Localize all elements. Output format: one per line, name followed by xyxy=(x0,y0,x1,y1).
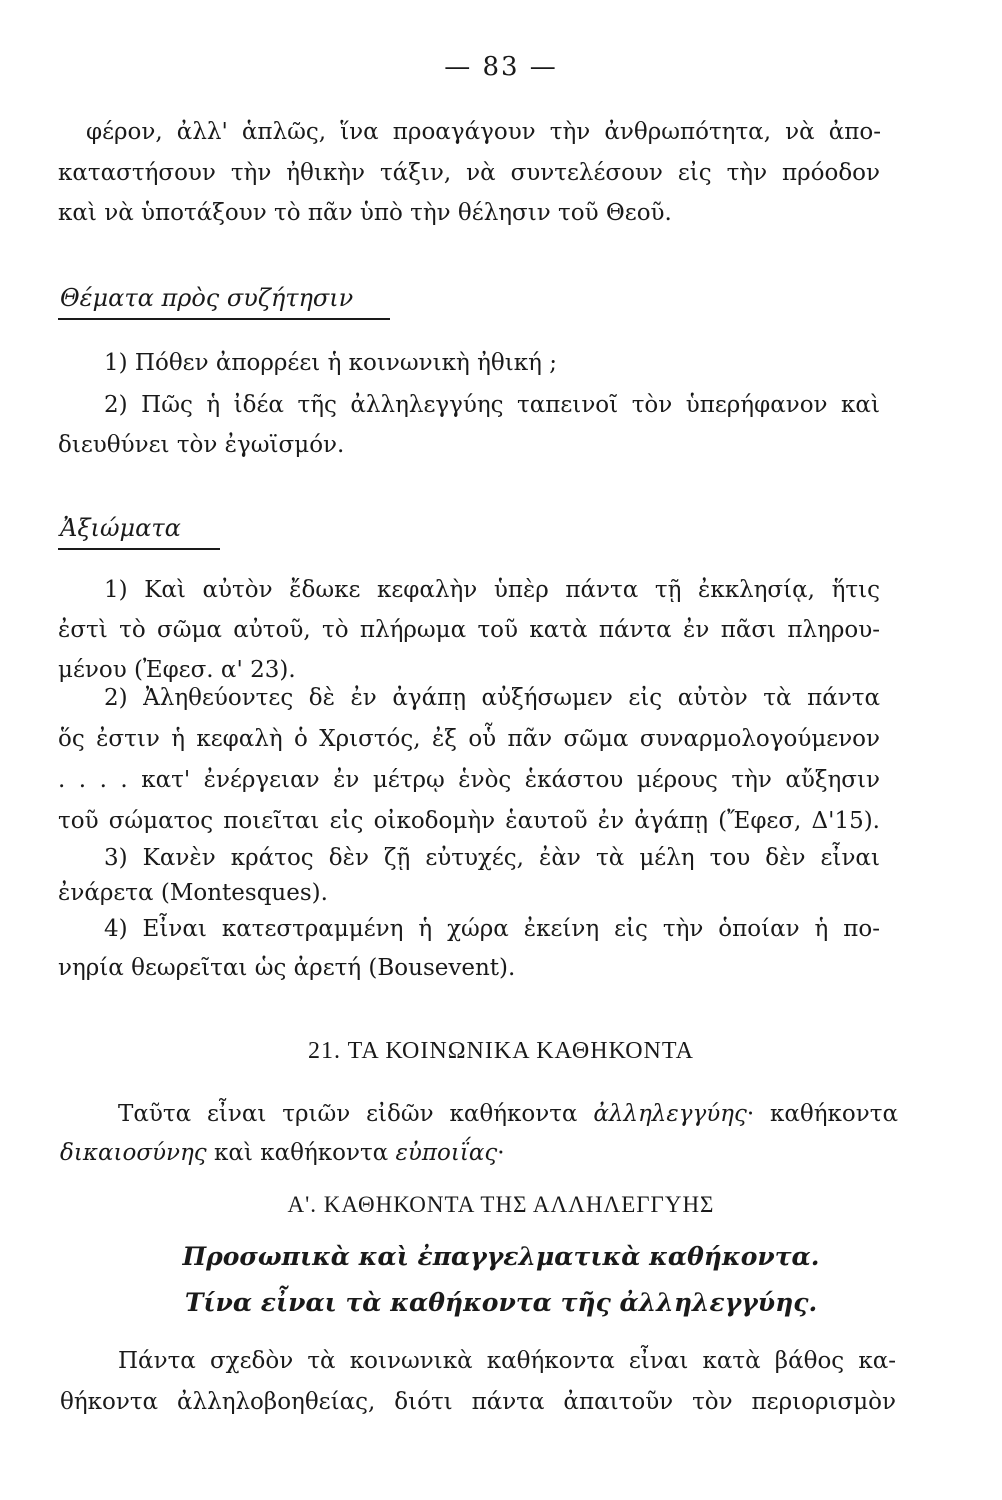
intro-line-3: καὶ νὰ ὑποτάξουν τὸ πᾶν ὑπὸ τὴν θέλησιν τοῦ Θεοῦ. xyxy=(58,200,672,226)
axiom-line-7: τοῦ σώματος ποιεῖται εἰς οἰκοδομὴν ἑαυτοῦ ἐν ἀγάπῃ (Ἔφεσ, Δ'15). xyxy=(58,808,880,834)
topic-item-2: 2) Πῶς ἡ ἰδέα τῆς ἀλληλεγγύης ταπεινοῖ τὸν ὑπερήφανον καὶ xyxy=(104,392,880,418)
subsection-line-1: Πάντα σχεδὸν τὰ κοινωνικὰ καθήκοντα εἶναι κατὰ βάθος κα- xyxy=(118,1348,896,1374)
axiom-line-2: ἐστὶ τὸ σῶμα αὐτοῦ, τὸ πλήρωμα τοῦ κατὰ πάντα ἐν πᾶσι πληρου- xyxy=(58,617,880,643)
section-intro-text-4: · xyxy=(497,1140,505,1166)
subsection-heading-1: Προσωπικὰ καὶ ἐπαγγελματικὰ καθήκοντα. xyxy=(182,1242,820,1271)
subsection-heading-2: Τίνα εἶναι τὰ καθήκοντα τῆς ἀλληλεγγύης. xyxy=(184,1288,818,1317)
axiom-line-9: ἐνάρετα (Montesques). xyxy=(58,880,328,906)
axiom-line-3: μένου (Ἐφεσ. α' 23). xyxy=(58,657,296,683)
topic-item-2-cont: διευθύνει τὸν ἐγωϊσμόν. xyxy=(58,432,345,458)
axiom-line-8: 3) Κανὲν κράτος δὲν ζῇ εὐτυχές, ἐὰν τὰ μέλη του δὲν εἶναι xyxy=(104,845,880,871)
subsection-title: Α'. ΚΑΘΗΚΟΝΤΑ ΤΗΣ ΑΛΛΗΛΕΓΓΥΗΣ xyxy=(287,1192,715,1217)
topics-heading-underline xyxy=(58,318,390,320)
axioms-heading-underline xyxy=(58,548,220,550)
page-number: — 83 — xyxy=(444,52,558,82)
subsection-line-2: θήκοντα ἀλληλοβοηθείας, διότι πάντα ἀπαιτοῦν τὸν περιορισμὸν xyxy=(60,1389,896,1415)
intro-line-1: φέρον, ἀλλ' ἁπλῶς, ἵνα προαγάγουν τὴν ἀνθρωπότητα, νὰ ἀπο- xyxy=(86,119,881,145)
section-intro-line-1 xyxy=(118,1099,898,1129)
section-intro-text: Ταῦτα εἶναι τριῶν εἰδῶν καθήκοντα xyxy=(118,1101,578,1127)
axiom-line-11: νηρία θεωρεῖται ὡς ἀρετή (Bousevent). xyxy=(58,955,516,981)
section-intro-ital-3: εὐποιΐας xyxy=(395,1140,498,1166)
section-title: 21. ΤΑ ΚΟΙΝΩΝΙΚΑ ΚΑΘΗΚΟΝΤΑ xyxy=(308,1038,694,1064)
section-intro-ital-1: ἀλληλεγγύης xyxy=(593,1101,747,1127)
axiom-line-1: 1) Καὶ αὐτὸν ἔδωκε κεφαλὴν ὑπὲρ πάντα τῇ ἐκκλησίᾳ, ἥτις xyxy=(104,577,880,603)
axiom-line-5: ὅς ἐστιν ἡ κεφαλὴ ὁ Χριστός, ἐξ οὗ πᾶν σῶμα συναρμολογούμενον xyxy=(58,726,880,752)
section-intro-text-2: · καθήκοντα xyxy=(746,1101,898,1127)
topic-item-1: 1) Πόθεν ἀπορρέει ἡ κοινωνικὴ ἠθική ; xyxy=(104,350,557,376)
intro-line-2: καταστήσουν τὴν ἠθικὴν τάξιν, νὰ συντελέσουν εἰς τὴν πρόοδον xyxy=(58,160,880,186)
section-intro-text-3: καὶ καθήκοντα xyxy=(206,1140,396,1166)
axiom-line-6: . . . . κατ' ἐνέργειαν ἐν μέτρῳ ἑνὸς ἑκάστου μέρους τὴν αὔξησιν xyxy=(58,767,880,793)
section-intro-ital-2: δικαιοσύνης xyxy=(60,1140,207,1166)
axiom-line-4: 2) Ἀληθεύοντες δὲ ἐν ἀγάπῃ αὐξήσωμεν εἰς αὐτὸν τὰ πάντα xyxy=(104,685,880,711)
axioms-heading: Ἀξιώματα xyxy=(60,514,181,542)
section-intro-line-2 xyxy=(60,1138,505,1168)
topics-heading: Θέματα πρὸς συζήτησιν xyxy=(60,284,354,312)
axiom-line-10: 4) Εἶναι κατεστραμμένη ἡ χώρα ἐκείνη εἰς τὴν ὁποίαν ἡ πο- xyxy=(104,916,880,942)
